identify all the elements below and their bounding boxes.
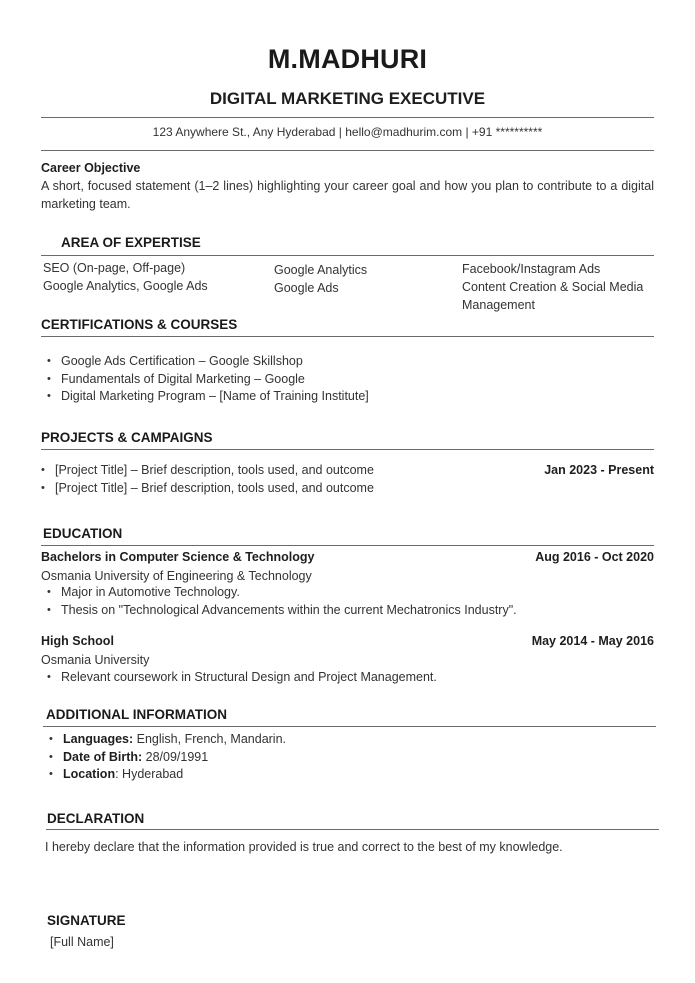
expertise-heading: AREA OF EXPERTISE (61, 235, 201, 250)
projects-date: Jan 2023 - Present (544, 463, 654, 477)
resume-name: M.MADHURI (267, 44, 428, 74)
declaration-text: I hereby declare that the information provided is true and correct to the best of my knowledge. (45, 840, 563, 854)
education-degree: Bachelors in Computer Science & Technology (41, 550, 315, 564)
expertise-divider (41, 255, 654, 256)
additional-value: 28/09/1991 (142, 749, 209, 764)
education-bullets (41, 584, 641, 619)
education-school: Osmania University of Engineering & Technology (41, 569, 312, 583)
additional-item (43, 766, 643, 784)
certification-item: • Fundamentals of Digital Marketing – Google (41, 371, 641, 389)
additional-value: : Hyderabad (115, 767, 184, 781)
signature-heading: SIGNATURE (47, 913, 126, 928)
project-item: • [Project Title] – Brief description, tools used, and outcome (41, 480, 521, 498)
signature-name: [Full Name] (50, 935, 114, 949)
certification-item: • Digital Marketing Program – [Name of Training Institute] (41, 388, 641, 406)
additional-item (43, 731, 643, 749)
education-bullet: • Major in Automotive Technology. (41, 584, 641, 602)
expertise-item: SEO (On-page, Off-page) (43, 261, 186, 275)
contact-divider (41, 150, 654, 151)
additional-item (43, 749, 643, 767)
career-objective-text: A short, focused statement (1–2 lines) highlighting your career goal and how you plan to contribute to a digital marketing team. (41, 179, 654, 211)
education-bullets (41, 669, 641, 687)
projects-list (41, 462, 521, 497)
header-divider (41, 117, 654, 118)
expertise-item: Content Creation & Social Media Management (462, 280, 644, 312)
education-divider (41, 545, 654, 546)
education-school: Osmania University (41, 653, 150, 667)
education-bullet: • Relevant coursework in Structural Design and Project Management. (41, 669, 641, 687)
expertise-item: Google Analytics, Google Ads (43, 279, 208, 293)
expertise-item: Facebook/Instagram Ads (462, 262, 601, 276)
additional-label: Date of Birth: (63, 749, 143, 764)
declaration-heading: DECLARATION (47, 811, 145, 826)
additional-list (43, 731, 643, 784)
job-title: DIGITAL MARKETING EXECUTIVE (209, 89, 486, 108)
projects-divider (41, 449, 654, 450)
expertise-column-1 (43, 259, 263, 295)
expertise-item: Google Analytics (274, 263, 368, 277)
contact-line: 123 Anywhere St., Any Hyderabad | hello@madhurim.com | +91 ********** (152, 125, 543, 139)
expertise-item: Google Ads (274, 281, 339, 295)
additional-divider (43, 726, 656, 727)
certifications-list (41, 353, 641, 406)
education-bullet: • Thesis on "Technological Advancements within the current Mechatronics Industry". (41, 602, 641, 620)
education-degree: High School (41, 634, 114, 648)
projects-heading: PROJECTS & CAMPAIGNS (41, 430, 213, 445)
certifications-divider (41, 336, 654, 337)
expertise-column-3 (462, 260, 662, 314)
additional-label: Location (63, 767, 116, 781)
project-item: • [Project Title] – Brief description, tools used, and outcome (41, 462, 521, 480)
additional-value: English, French, Mandarin. (133, 732, 287, 746)
education-heading: EDUCATION (43, 526, 123, 541)
additional-label: Languages: (63, 732, 134, 746)
additional-heading: ADDITIONAL INFORMATION (46, 707, 227, 722)
career-objective-heading: Career Objective (41, 161, 141, 175)
certification-item: • Google Ads Certification – Google Skillshop (41, 353, 641, 371)
certifications-heading: CERTIFICATIONS & COURSES (41, 317, 238, 332)
education-date: May 2014 - May 2016 (531, 634, 654, 648)
education-date: Aug 2016 - Oct 2020 (535, 550, 654, 564)
expertise-column-2 (274, 261, 454, 297)
declaration-divider (46, 829, 659, 830)
